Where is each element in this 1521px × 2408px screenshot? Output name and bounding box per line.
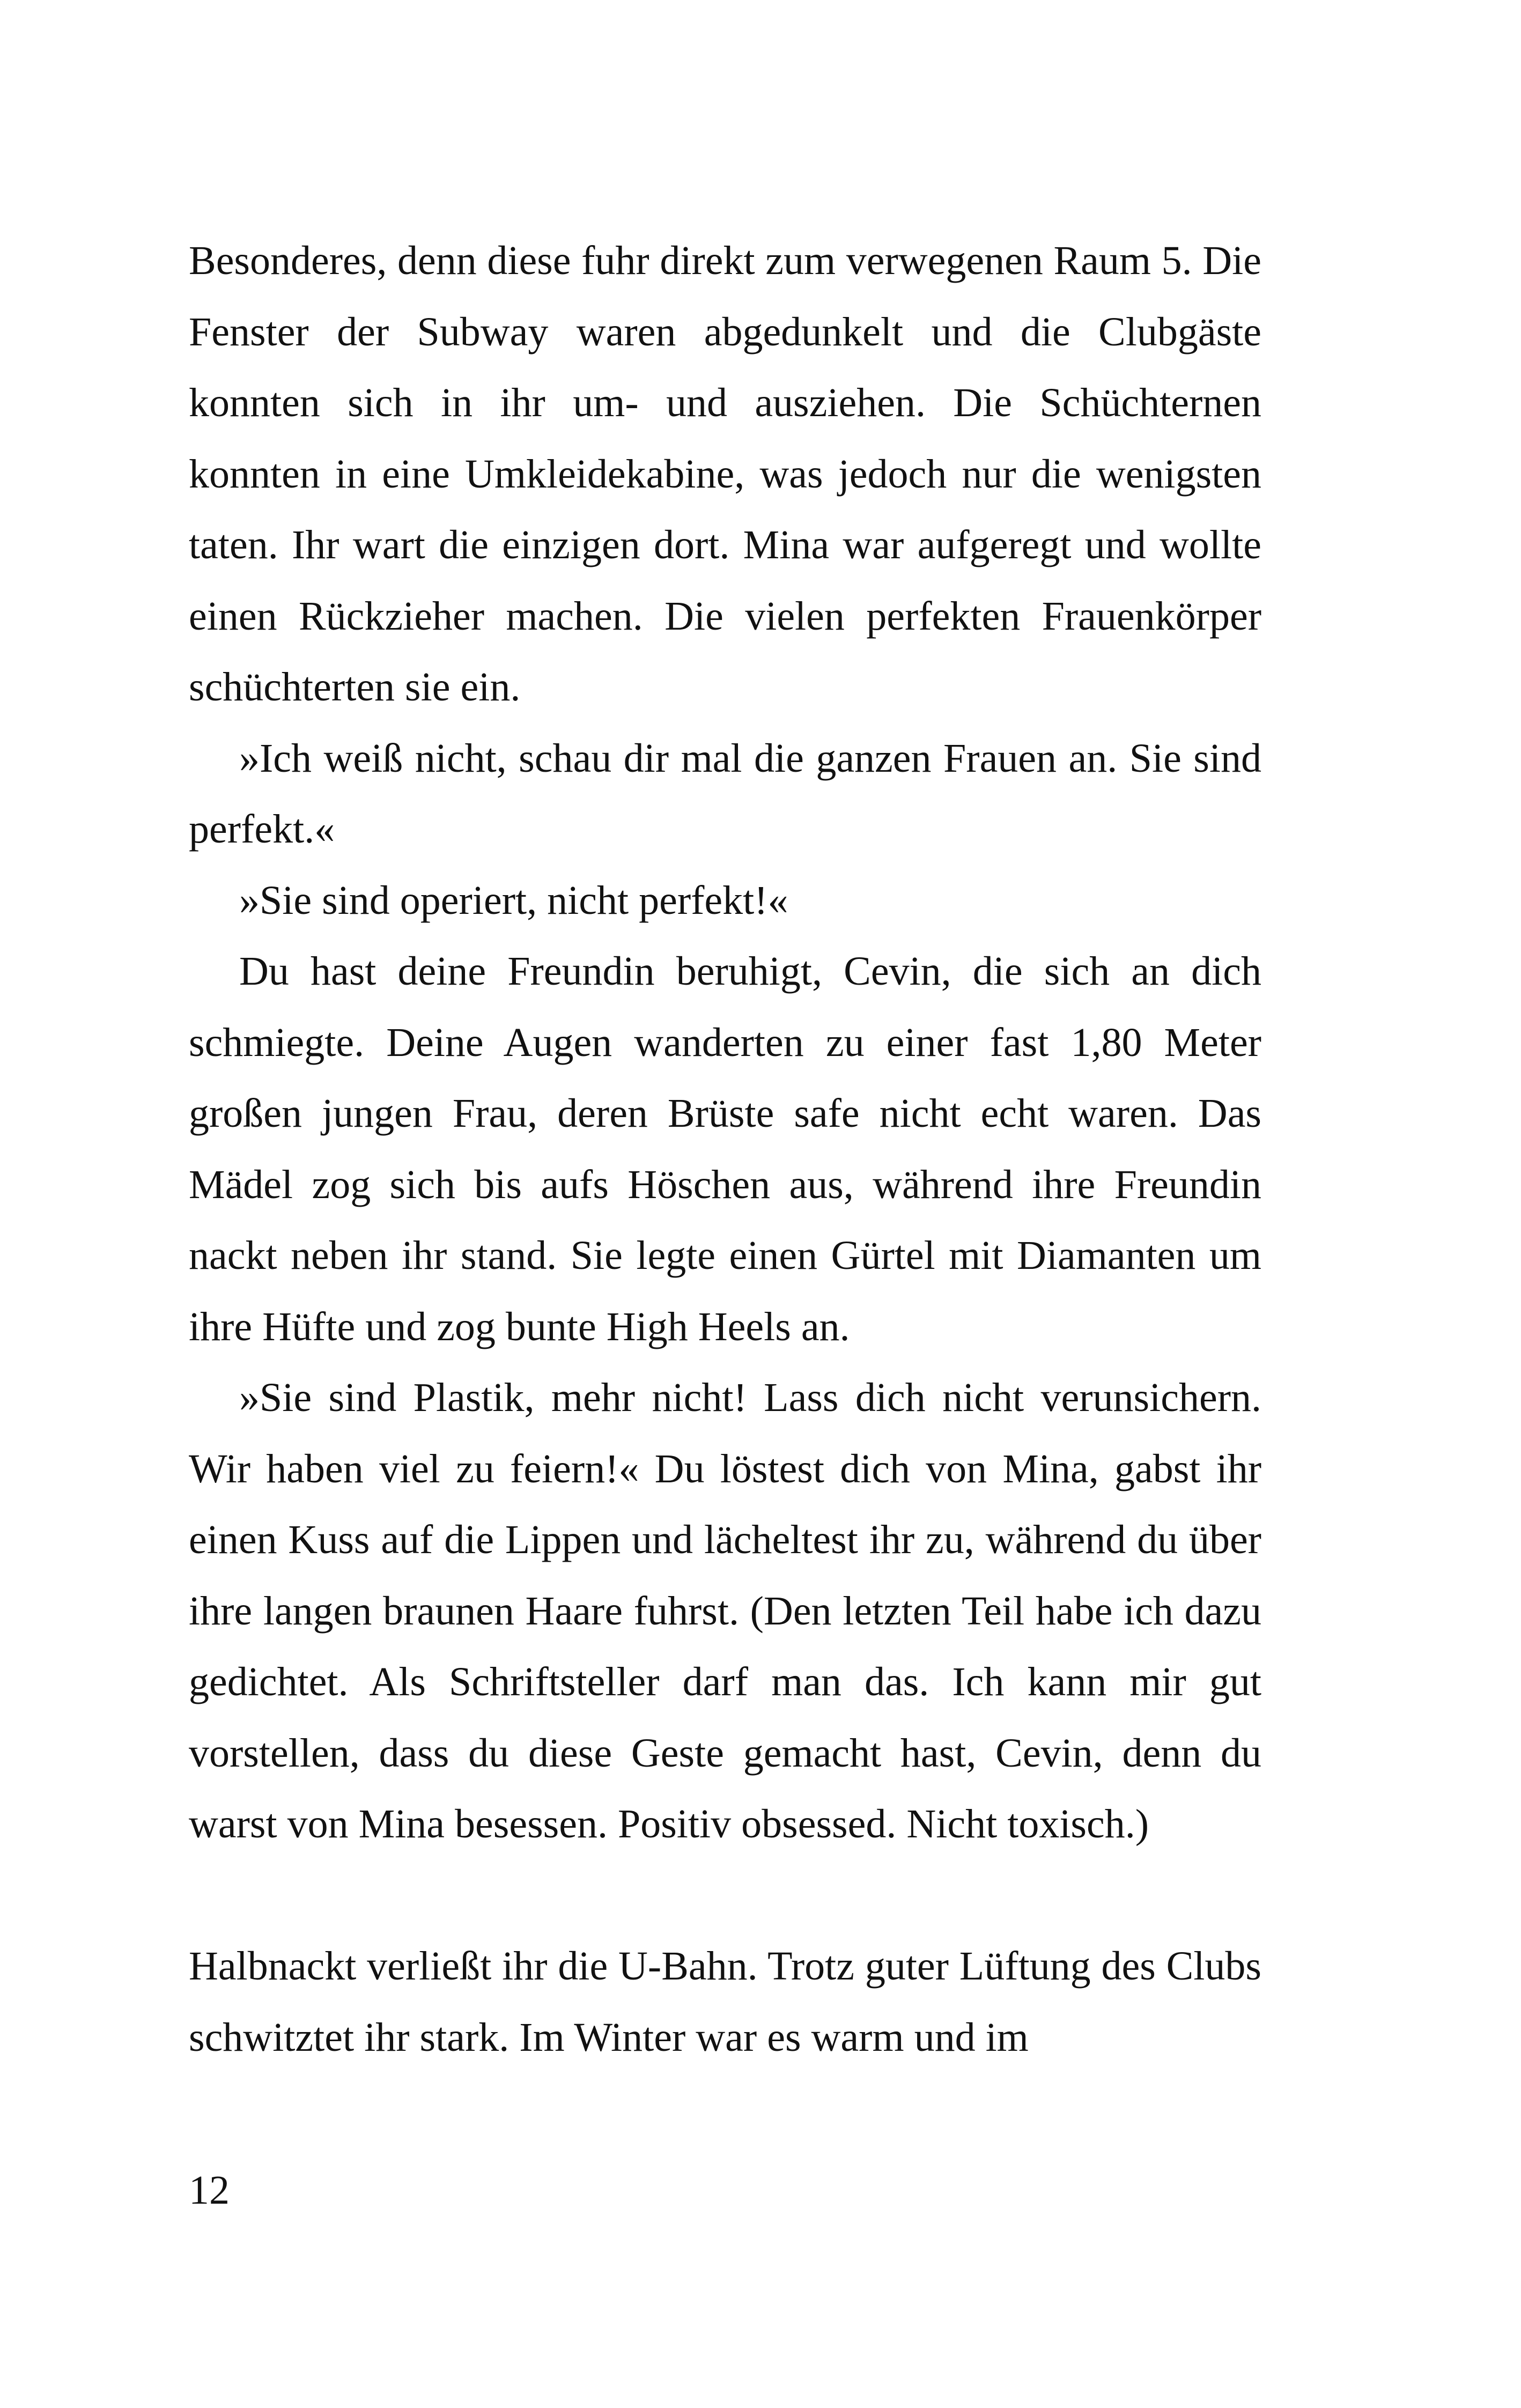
body-text (189, 225, 1261, 2073)
dialogue-paragraph: »Sie sind operiert, nicht perfekt!« (239, 877, 788, 923)
paragraph-continuation: Besonderes, denn diese fuhr direkt zum verwegenen Raum 5. Die Fenster der Subway waren abgedunkelt und die Clubgäste konnten sich in ihr um- und ausziehen. Die Schüchternen konnten in eine Umkleidekabine, was jedoch nur die wenigsten taten. Ihr wart die einzigen dort. Mina war aufgeregt und wollte einen Rückzieher machen. Die vielen perfekten Frauenkörper schüchterten sie ein. (189, 238, 1261, 710)
dialogue-paragraph: »Sie sind Plastik, mehr nicht! Lass dich nicht verunsichern. Wir haben viel zu feiern!« Du löstest dich von Mina, gabst ihr einen Kuss auf die Lippen und lächeltest ihr zu, während du über ihre langen braunen Haare fuhrst. (Den letzten Teil habe ich dazu gedichtet. Als Schriftsteller darf man das. Ich kann mir gut vorstellen, dass du diese Geste gemacht hast, Cevin, denn du warst von Mina besessen. Positiv obsessed. Nicht toxisch.) (189, 1375, 1261, 1846)
page-number: 12 (189, 2168, 230, 2213)
section-start-paragraph: Halbnackt verließt ihr die U-Bahn. Trotz guter Lüftung des Clubs schwitztet ihr stark. Im Winter war es warm und im (189, 1944, 1261, 2060)
dialogue-paragraph: »Ich weiß nicht, schau dir mal die ganzen Frauen an. Sie sind perfekt.« (189, 735, 1261, 852)
narrative-paragraph: Du hast deine Freundin beruhigt, Cevin, die sich an dich schmiegte. Deine Augen wanderten zu einer fast 1,80 Meter großen jungen Frau, deren Brüste safe nicht echt waren. Das Mädel zog sich bis aufs Höschen aus, während ihre Freundin nackt neben ihr stand. Sie legte einen Gürtel mit Diamanten um ihre Hüfte und zog bunte High Heels an. (189, 949, 1261, 1349)
